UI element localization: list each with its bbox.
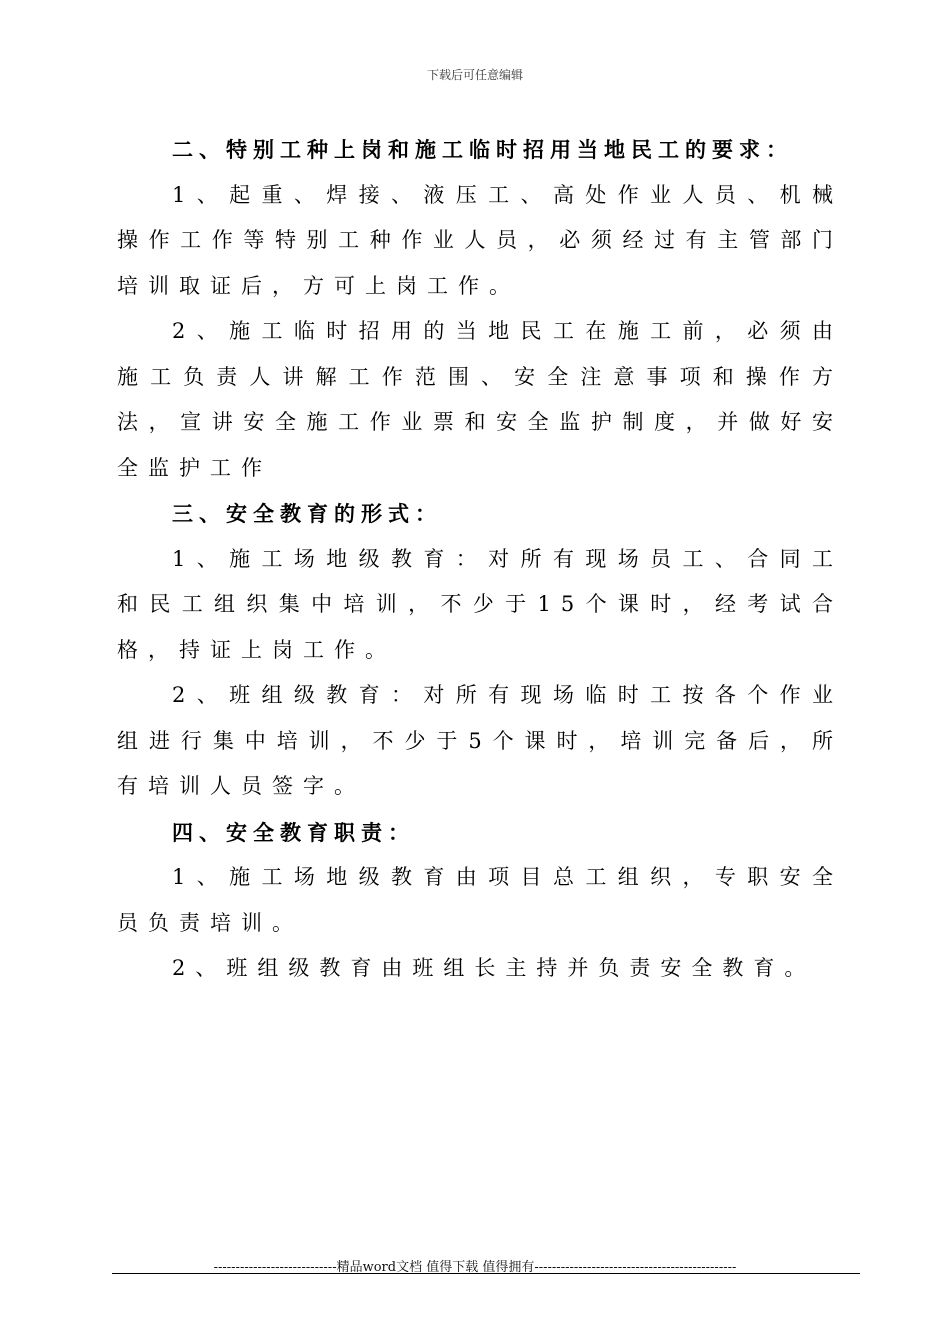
footer-divider — [112, 1273, 860, 1274]
paragraph-2-2: 2、施工临时招用的当地民工在施工前，必须由施工负责人讲解工作范围、安全注意事项和操作方法，宣讲安全施工作业票和安全监护制度，并做好安全监护工作 — [117, 319, 843, 480]
section-heading-2: 二、特别工种上岗和施工临时招用当地民工的要求： — [172, 137, 793, 162]
section-heading-4: 四、安全教育职责： — [172, 819, 415, 845]
section-heading-3: 三、安全教育的形式： — [172, 501, 442, 526]
paragraph-2-1: 1、起重、焊接、液压工、高处作业人员、机械操作工作等特别工种作业人员，必须经过有主管部门培训取证后，方可上岗工作。 — [117, 182, 843, 298]
paragraph-3-1: 1、施工场地级教育：对所有现场员工、合同工和民工组织集中培训，不少于15个课时，经考试合格，持证上岗工作。 — [117, 546, 843, 662]
paragraph-3-2: 2、班组级教育：对所有现场临时工按各个作业组进行集中培训，不少于5个课时，培训完备后，所有培训人员签字。 — [117, 683, 843, 798]
page-header-note: 下载后可任意编辑 — [426, 68, 523, 82]
page-footer-note: ----------------------------精品word文档 值得下载 值得拥有---------------------------------------------- — [213, 1260, 737, 1275]
paragraph-4-1: 1、施工场地级教育由项目总工组织，专职安全员负责培训。 — [117, 865, 843, 935]
paragraph-4-2: 2、班组级教育由班组长主持并负责安全教育。 — [172, 956, 816, 980]
document-body — [117, 127, 843, 992]
